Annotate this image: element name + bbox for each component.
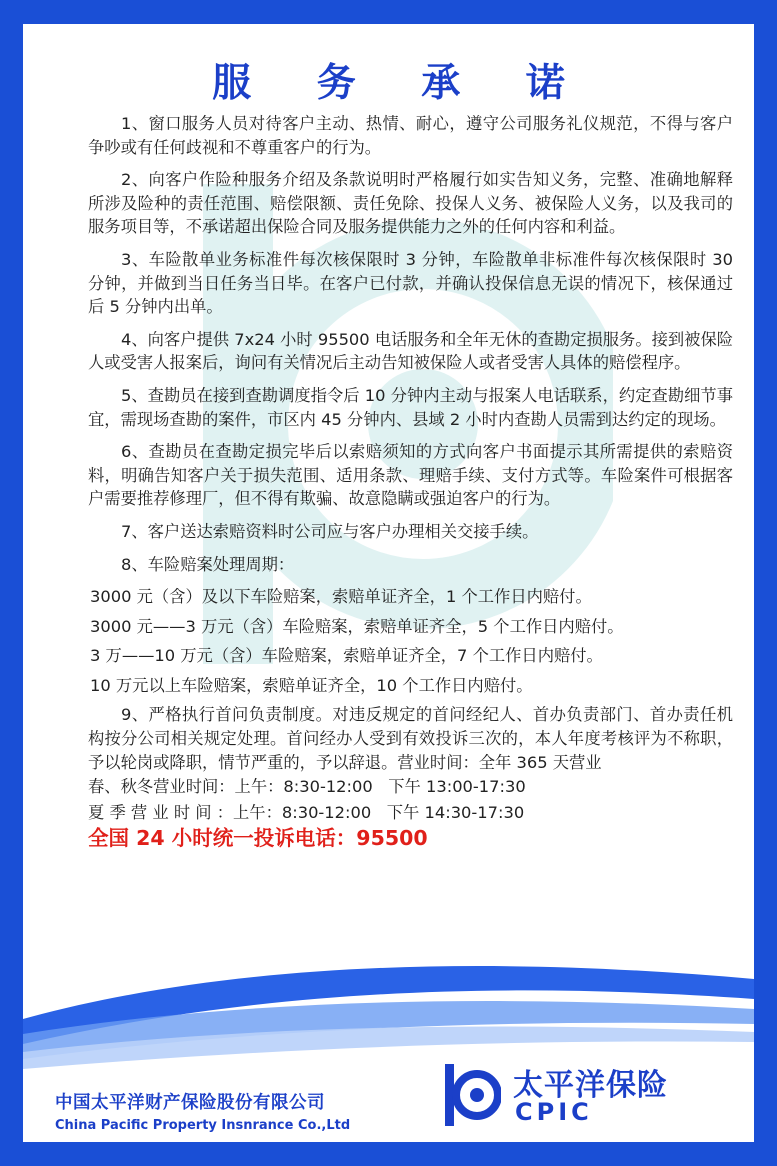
commitment-item-8: 8、车险赔案处理周期： — [121, 554, 295, 574]
commitment-item-1: 1、窗口服务人员对待客户主动、热情、耐心，遵守公司服务礼仪规范，不得与客户争吵或有任何歧视和不尊重客户的行为。 — [88, 114, 733, 157]
company-name-block — [55, 1089, 350, 1133]
commitment-item-9: 9、严格执行首问负责制度。对违反规定的首问经纪人、首办负责部门、首办责任机构按分公司相关规定处理。首问经办人受到有效投诉三次的，本人年度考核评为不称职，予以轮岗或降职，情节严重的，予以辞退。营业时间：全年 365 天营业 — [88, 705, 733, 772]
brand-block — [443, 1054, 743, 1134]
business-hours-summer: 夏 季 营 业 时 间 ：上午：8:30-12:00 下午 14:30-17:30 — [88, 803, 525, 823]
brand-name-en: CPIC — [515, 1098, 593, 1126]
company-name-cn: 中国太平洋财产保险股份有限公司 — [55, 1093, 325, 1113]
page-title: 服 务 承 诺 — [212, 61, 591, 106]
business-hours-spring-autumn-winter: 春、秋冬营业时间：上午：8:30-12:00 下午 13:00-17:30 — [88, 777, 526, 797]
commitment-content — [88, 112, 733, 850]
claim-period-2: 3000 元——3 万元（含）车险赔案，索赔单证齐全，5 个工作日内赔付。 — [90, 616, 624, 636]
commitment-item-5: 5、查勘员在接到查勘调度指令后 10 分钟内主动与报案人电话联系，约定查勘细节事宜，需现场查勘的案件，市区内 45 分钟内、县域 2 小时内查勘人员需到达约定的现场。 — [88, 385, 733, 429]
commitment-item-4: 4、向客户提供 7x24 小时 95500 电话服务和全年无休的查勘定损服务。接到被保险人或受害人报案后，询问有关情况后主动告知被保险人或者受害人具体的赔偿程序。 — [88, 329, 734, 373]
company-name-en: China Pacific Property Insnrance Co.,Ltd — [55, 1118, 351, 1133]
claim-period-3: 3 万——10 万元（含）车险赔案，索赔单证齐全，7 个工作日内赔付。 — [90, 646, 603, 666]
commitment-item-6: 6、查勘员在查勘定损完毕后以索赔须知的方式向客户书面提示其所需提供的索赔资料，明确告知客户关于损失范围、适用条款、理赔手续、支付方式等。车险案件可根据客户需要推荐修理厂，但不得有欺骗、故意隐瞒或强迫客户的行为。 — [88, 442, 733, 509]
commitment-item-7: 7、客户送达索赔资料时公司应与客户办理相关交接手续。 — [121, 521, 539, 541]
claim-period-1: 3000 元（含）及以下车险赔案，索赔单证齐全，1 个工作日内赔付。 — [90, 587, 592, 607]
brand-name-cn: 太平洋保险 — [513, 1068, 668, 1103]
commitment-item-3: 3、车险散单业务标准件每次核保限时 3 分钟，车险散单非标准件每次核保限时 30 分钟，并做到当日任务当日毕。在客户已付款，并确认投保信息无误的情况下，核保通过后 5 分钟内出单。 — [88, 249, 733, 317]
claim-period-4: 10 万元以上车险赔案，索赔单证齐全，10 个工作日内赔付。 — [90, 675, 533, 695]
cpic-logo-icon — [443, 1060, 501, 1130]
commitment-item-2: 2、向客户作险种服务介绍及条款说明时严格履行如实告知义务，完整、准确地解释所涉及险种的责任范围、赔偿限额、责任免除、投保人义务、被保险人义务，以及我司的服务项目等，不承诺超出保险合同及服务提供能力之外的任何内容和利益。 — [88, 170, 733, 237]
poster-panel — [23, 24, 754, 1142]
complaint-hotline: 全国 24 小时统一投诉电话：95500 — [88, 826, 428, 851]
